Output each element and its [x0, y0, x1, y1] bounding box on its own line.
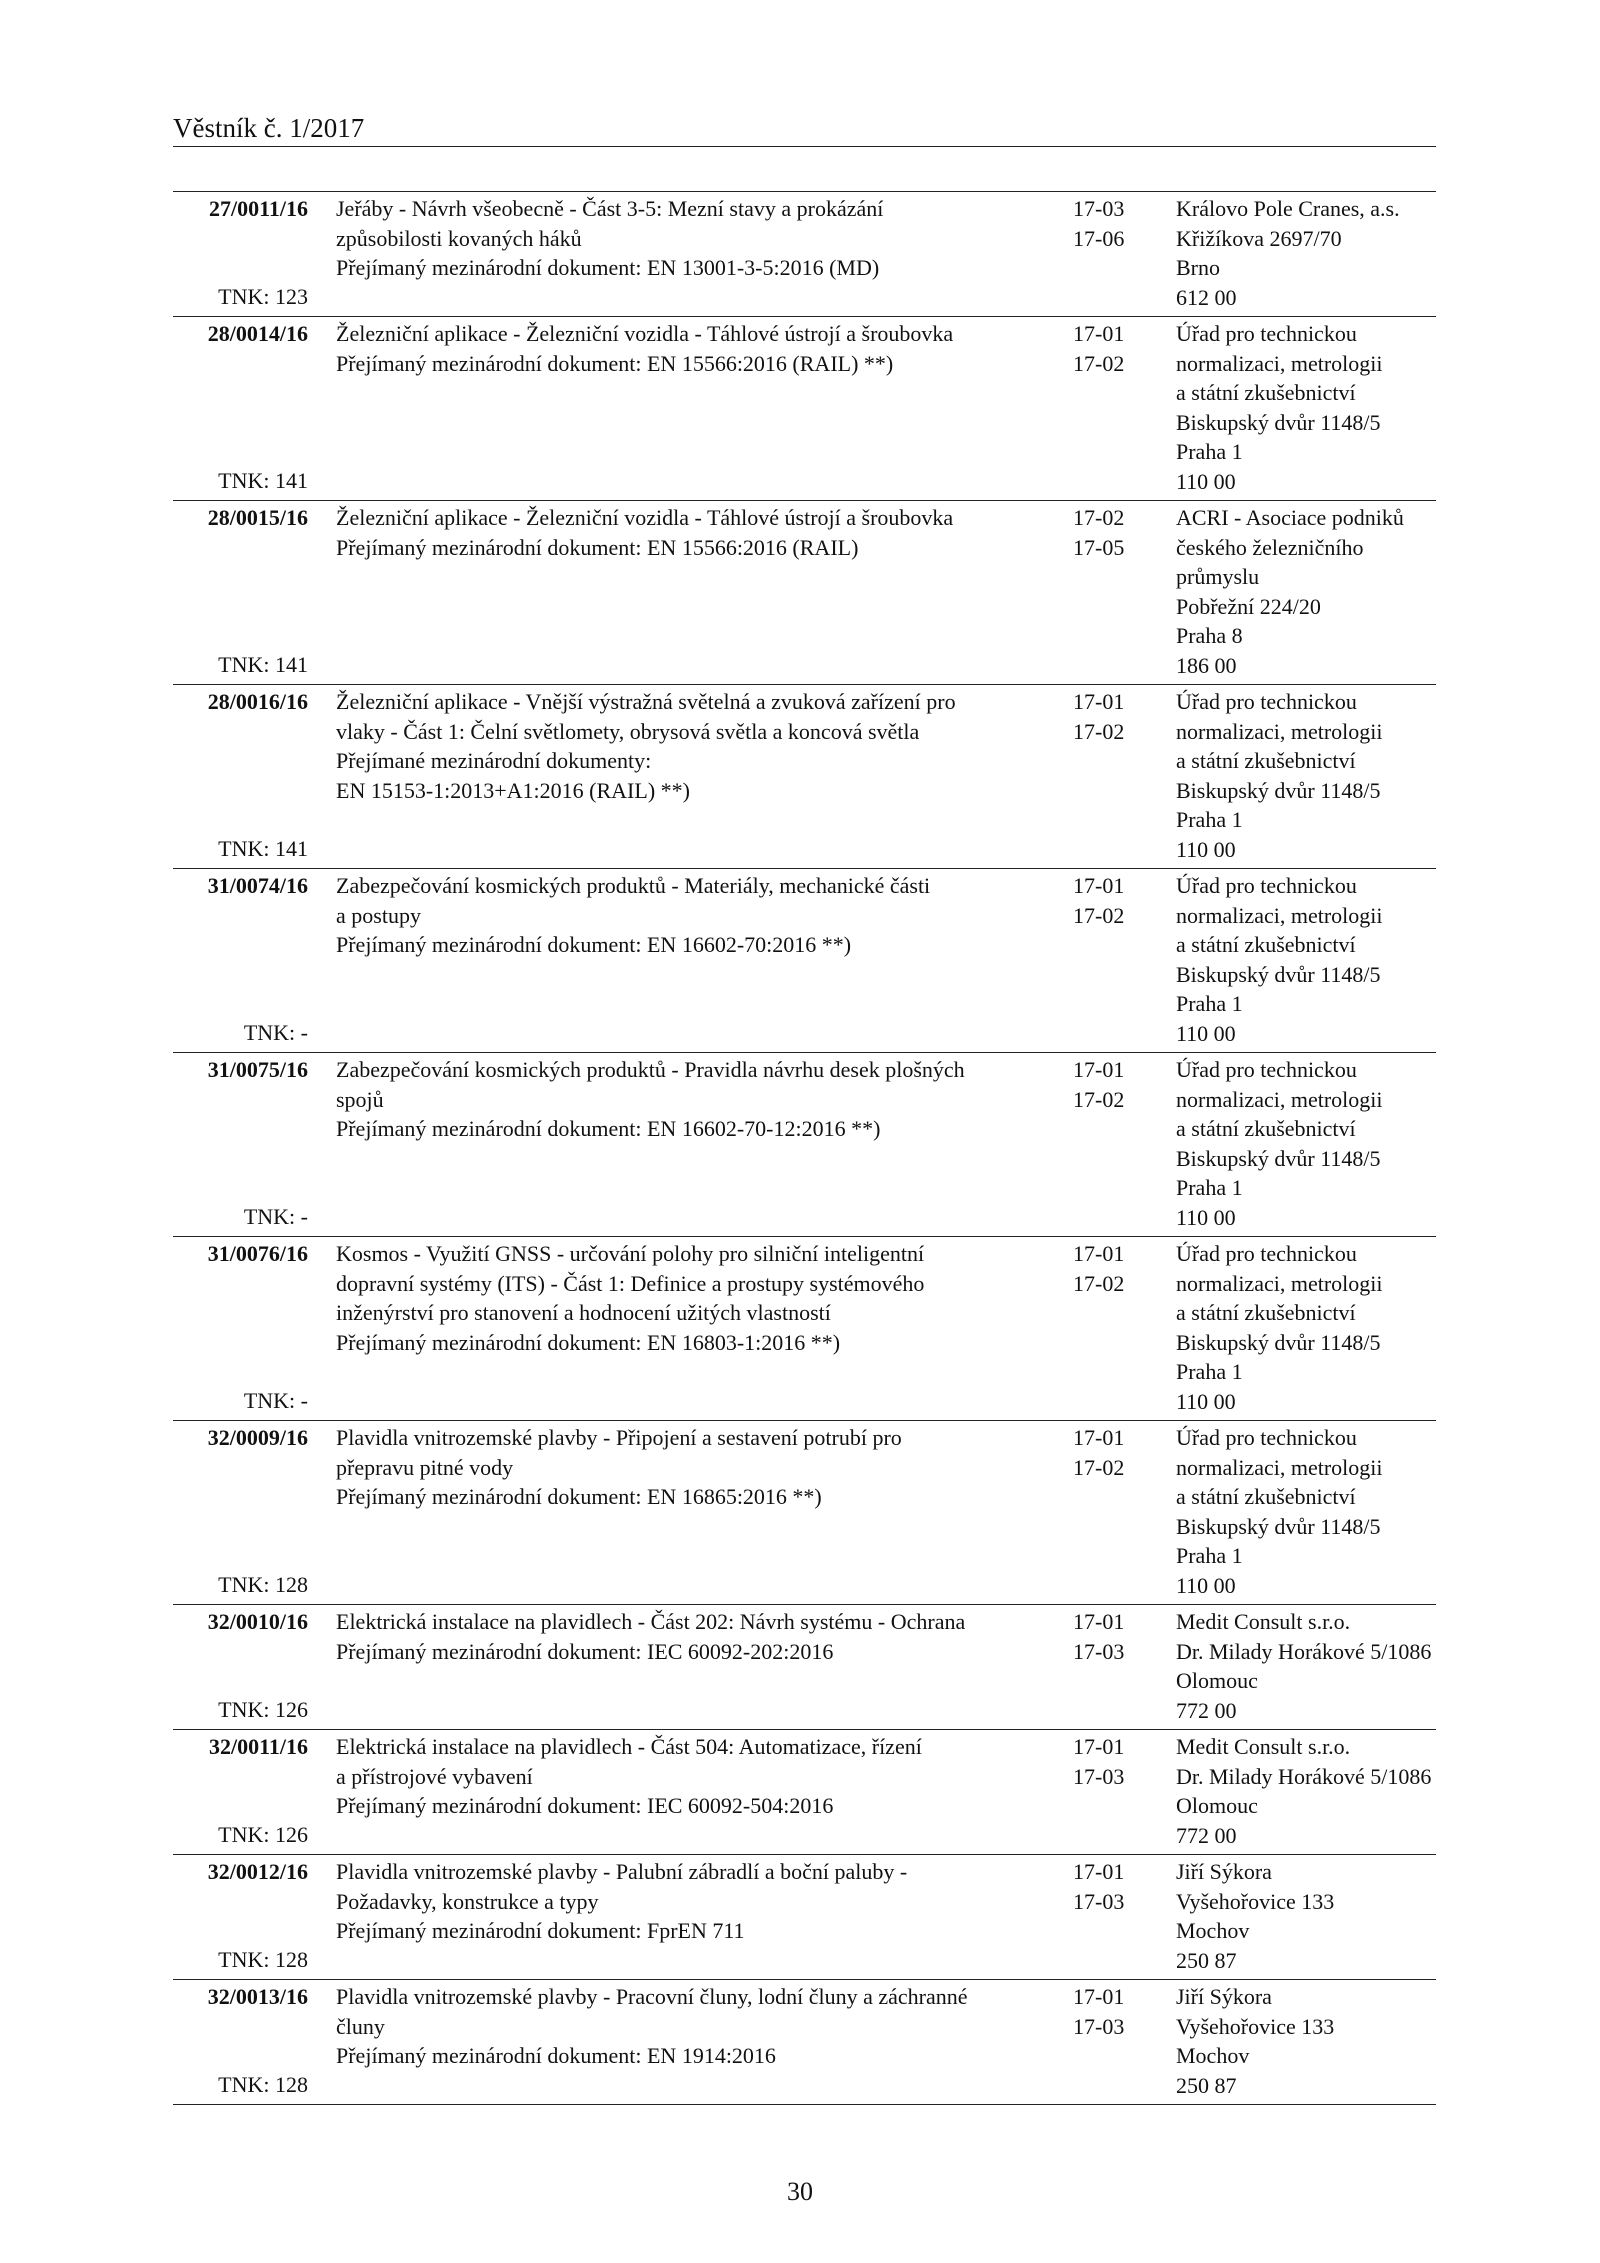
entry-address-line: Biskupský dvůr 1148/5 — [1176, 1329, 1381, 1355]
entry-address-line: Biskupský dvůr 1148/5 — [1176, 961, 1381, 987]
table-row — [173, 317, 1436, 501]
entry-address-line: Pobřežní 224/20 — [1176, 593, 1321, 619]
entry-title-line: Plavidla vnitrozemské plavby - Palubní zábradlí a boční paluby - — [336, 1859, 908, 1884]
entry-title-line: způsobilosti kovaných háků — [336, 225, 582, 251]
entry-title-line: Přejímaný mezinárodní dokument: IEC 60092-202:2016 — [336, 1638, 834, 1664]
entry-code: 17-01 — [1073, 689, 1125, 714]
entry-id-cell — [173, 1053, 308, 1237]
entry-address-line: Královo Pole Cranes, a.s. — [1176, 196, 1400, 221]
table-row — [173, 1855, 1436, 1980]
entry-number: 32/0012/16 — [207, 1859, 308, 1884]
entry-title-line: Kosmos - Využití GNSS - určování polohy pro silniční inteligentní — [336, 1241, 925, 1266]
entry-codes-cell — [1073, 192, 1176, 317]
entry-address-cell — [1176, 1237, 1436, 1421]
entry-address-line: Medit Consult s.r.o. — [1176, 1734, 1351, 1759]
entry-id-cell — [173, 1421, 308, 1605]
entry-address-line: 612 00 — [1176, 284, 1237, 310]
entry-address-line: 772 00 — [1176, 1697, 1237, 1723]
entry-address-line: a státní zkušebnictví — [1176, 380, 1356, 405]
entry-address-line: českého železničního — [1176, 534, 1364, 560]
table-row — [173, 1605, 1436, 1730]
entry-address-line: Dr. Milady Horákové 5/1086 — [1176, 1638, 1432, 1664]
entry-code: 17-02 — [1073, 350, 1125, 376]
entry-title-line: Přejímaný mezinárodní dokument: EN 16602-70:2016 **) — [336, 932, 852, 957]
entry-address-line: Praha 1 — [1176, 439, 1243, 464]
entry-code: 17-01 — [1073, 1425, 1125, 1450]
entry-address-line: 110 00 — [1176, 1572, 1236, 1598]
entry-code: 17-03 — [1073, 196, 1125, 221]
entry-address-line: a státní zkušebnictví — [1176, 1484, 1356, 1509]
entry-address-line: 110 00 — [1176, 1204, 1236, 1230]
entry-address-line: 110 00 — [1176, 1388, 1236, 1414]
entry-address-line: Jiří Sýkora — [1176, 1984, 1272, 2009]
entry-number: 32/0011/16 — [208, 1734, 308, 1759]
entry-title-line: Přejímaný mezinárodní dokument: EN 15566:2016 (RAIL) — [336, 534, 859, 560]
entry-address-line: Biskupský dvůr 1148/5 — [1176, 409, 1381, 435]
entry-title-line: Přejímané mezinárodní dokumenty: — [336, 748, 652, 773]
entry-title-cell — [308, 1605, 1073, 1730]
entry-title-cell — [308, 317, 1073, 501]
entry-id-cell — [173, 317, 308, 501]
entry-tnk: TNK: - — [243, 1387, 308, 1413]
entry-address-line: a státní zkušebnictví — [1176, 748, 1356, 773]
entry-code: 17-01 — [1073, 873, 1125, 898]
entry-id-cell — [173, 1855, 308, 1980]
entry-title-cell — [308, 1980, 1073, 2105]
entry-code: 17-01 — [1073, 321, 1125, 346]
entry-codes-cell — [1073, 685, 1176, 869]
entry-codes-cell — [1073, 1605, 1176, 1730]
entry-number: 31/0074/16 — [207, 873, 308, 898]
entry-title-cell — [308, 685, 1073, 869]
entry-codes-cell — [1073, 1237, 1176, 1421]
entry-title-line: Jeřáby - Návrh všeobecně - Část 3-5: Mezní stavy a prokázání — [336, 196, 884, 221]
entry-address-line: Úřad pro technickou — [1176, 1241, 1357, 1266]
entry-title-cell — [308, 1730, 1073, 1855]
entry-tnk: TNK: 141 — [218, 651, 308, 677]
entry-id-cell — [173, 192, 308, 317]
entry-id-cell — [173, 1730, 308, 1855]
entry-code: 17-03 — [1073, 2013, 1125, 2039]
entry-title-line: Plavidla vnitrozemské plavby - Připojení a sestavení potrubí pro — [336, 1425, 902, 1450]
entry-address-line: Olomouc — [1176, 1668, 1258, 1693]
entry-address-line: Praha 8 — [1176, 623, 1243, 648]
entry-code: 17-01 — [1073, 1734, 1125, 1759]
entry-number: 28/0016/16 — [207, 689, 308, 714]
entry-address-line: normalizaci, metrologii — [1176, 902, 1383, 928]
entry-address-cell — [1176, 501, 1436, 685]
entry-address-line: Olomouc — [1176, 1793, 1258, 1818]
entry-title-cell — [308, 1053, 1073, 1237]
entry-id-cell — [173, 1237, 308, 1421]
entry-number: 32/0009/16 — [207, 1425, 308, 1450]
entry-title-cell — [308, 1421, 1073, 1605]
entry-title-line: Přejímaný mezinárodní dokument: EN 16803-1:2016 **) — [336, 1329, 841, 1355]
entry-address-cell — [1176, 685, 1436, 869]
entry-code: 17-03 — [1073, 1763, 1125, 1789]
entry-title-line: Přejímaný mezinárodní dokument: EN 16602-70-12:2016 **) — [336, 1116, 881, 1141]
entry-code: 17-03 — [1073, 1888, 1125, 1914]
entry-codes-cell — [1073, 1855, 1176, 1980]
entry-title-cell — [308, 869, 1073, 1053]
entry-title-line: přepravu pitné vody — [336, 1454, 514, 1480]
entry-address-line: 250 87 — [1176, 1947, 1237, 1973]
entry-address-cell — [1176, 1053, 1436, 1237]
entry-id-cell — [173, 501, 308, 685]
entry-title-line: čluny — [336, 2013, 385, 2039]
entry-address-line: Medit Consult s.r.o. — [1176, 1609, 1351, 1634]
entry-code: 17-01 — [1073, 1241, 1125, 1266]
table-row — [173, 1980, 1436, 2105]
entry-number: 32/0010/16 — [207, 1609, 308, 1634]
table-row — [173, 1730, 1436, 1855]
entry-title-line: Zabezpečování kosmických produktů - Materiály, mechanické části — [336, 873, 931, 898]
entry-address-line: 250 87 — [1176, 2072, 1237, 2098]
table-row — [173, 1237, 1436, 1421]
entry-address-cell — [1176, 192, 1436, 317]
entry-address-line: 110 00 — [1176, 468, 1236, 494]
entry-codes-cell — [1073, 1980, 1176, 2105]
entry-address-cell — [1176, 1421, 1436, 1605]
entry-title-line: Přejímaný mezinárodní dokument: EN 1914:2016 — [336, 2043, 776, 2068]
entry-code: 17-03 — [1073, 1638, 1125, 1664]
entry-address-line: normalizaci, metrologii — [1176, 1454, 1383, 1480]
entry-address-line: 186 00 — [1176, 652, 1237, 678]
entry-title-cell — [308, 501, 1073, 685]
entry-tnk: TNK: 141 — [218, 835, 308, 861]
entry-address-line: Úřad pro technickou — [1176, 1425, 1357, 1450]
entry-code: 17-02 — [1073, 505, 1125, 530]
entry-codes-cell — [1073, 317, 1176, 501]
entry-title-line: Železniční aplikace - Železniční vozidla - Táhlové ústrojí a šroubovka — [336, 321, 954, 346]
header-rule — [173, 146, 1436, 147]
entry-number: 31/0076/16 — [207, 1241, 308, 1266]
entry-title-line: spojů — [336, 1086, 384, 1112]
entry-id-cell — [173, 1980, 308, 2105]
entry-code: 17-01 — [1073, 1859, 1125, 1884]
entry-tnk: TNK: 123 — [218, 283, 308, 309]
entry-address-line: Brno — [1176, 255, 1220, 280]
table-row — [173, 501, 1436, 685]
table-row — [173, 685, 1436, 869]
entry-address-line: Biskupský dvůr 1148/5 — [1176, 1513, 1381, 1539]
entry-address-cell — [1176, 869, 1436, 1053]
entry-address-line: Jiří Sýkora — [1176, 1859, 1272, 1884]
entry-code: 17-05 — [1073, 534, 1125, 560]
entry-address-line: Křižíkova 2697/70 — [1176, 225, 1342, 251]
entry-address-line: 772 00 — [1176, 1822, 1237, 1848]
entry-codes-cell — [1073, 869, 1176, 1053]
entry-address-line: 110 00 — [1176, 1020, 1236, 1046]
entry-title-cell — [308, 192, 1073, 317]
entry-title-line: Přejímaný mezinárodní dokument: IEC 60092-504:2016 — [336, 1793, 834, 1818]
entry-title-line: Požadavky, konstrukce a typy — [336, 1888, 599, 1914]
entry-address-line: Mochov — [1176, 2043, 1250, 2068]
entry-title-cell — [308, 1855, 1073, 1980]
entry-address-line: Úřad pro technickou — [1176, 321, 1357, 346]
entry-address-cell — [1176, 1855, 1436, 1980]
entry-address-line: Praha 1 — [1176, 1543, 1243, 1568]
entry-address-line: a státní zkušebnictví — [1176, 1116, 1356, 1141]
entry-code: 17-01 — [1073, 1057, 1125, 1082]
entry-code: 17-02 — [1073, 1270, 1125, 1296]
entry-title-cell — [308, 1237, 1073, 1421]
page-header-title: Věstník č. 1/2017 — [173, 113, 365, 143]
entry-id-cell — [173, 1605, 308, 1730]
entry-address-line: Praha 1 — [1176, 1175, 1243, 1200]
entry-title-line: Železniční aplikace - Vnější výstražná světelná a zvuková zařízení pro — [336, 689, 956, 714]
entry-tnk: TNK: 141 — [218, 467, 308, 493]
entry-codes-cell — [1073, 501, 1176, 685]
entry-tnk: TNK: - — [243, 1019, 308, 1045]
entry-address-line: Úřad pro technickou — [1176, 689, 1357, 714]
entry-code: 17-02 — [1073, 718, 1125, 744]
entry-address-line: a státní zkušebnictví — [1176, 1300, 1356, 1325]
entry-address-line: normalizaci, metrologii — [1176, 1270, 1383, 1296]
table-row — [173, 192, 1436, 317]
entry-title-line: Přejímaný mezinárodní dokument: EN 13001-3-5:2016 (MD) — [336, 255, 880, 280]
entry-tnk: TNK: 128 — [218, 1946, 308, 1972]
entry-address-line: 110 00 — [1176, 836, 1236, 862]
entry-address-line: normalizaci, metrologii — [1176, 1086, 1383, 1112]
standards-table — [173, 191, 1436, 2105]
entry-address-line: Úřad pro technickou — [1176, 873, 1357, 898]
entry-code: 17-01 — [1073, 1609, 1125, 1634]
entry-code: 17-02 — [1073, 902, 1125, 928]
entry-tnk: TNK: 126 — [218, 1696, 308, 1722]
entry-title-line: EN 15153-1:2013+A1:2016 (RAIL) **) — [336, 777, 690, 803]
entry-address-cell — [1176, 317, 1436, 501]
entry-tnk: TNK: 128 — [218, 2071, 308, 2097]
entry-address-line: ACRI - Asociace podniků — [1176, 505, 1404, 530]
entry-address-line: Úřad pro technickou — [1176, 1057, 1357, 1082]
entry-code: 17-01 — [1073, 1984, 1125, 2009]
table-row — [173, 1053, 1436, 1237]
entry-title-line: dopravní systémy (ITS) - Část 1: Definice a prostupy systémového — [336, 1270, 925, 1296]
entry-address-cell — [1176, 1730, 1436, 1855]
entry-tnk: TNK: 126 — [218, 1821, 308, 1847]
entry-id-cell — [173, 685, 308, 869]
entry-title-line: Přejímaný mezinárodní dokument: EN 15566:2016 (RAIL) **) — [336, 350, 894, 376]
entry-number: 28/0015/16 — [207, 505, 308, 530]
entry-title-line: Zabezpečování kosmických produktů - Pravidla návrhu desek plošných — [336, 1057, 965, 1082]
entry-address-line: normalizaci, metrologii — [1176, 718, 1383, 744]
entry-address-line: průmyslu — [1176, 564, 1260, 589]
entry-address-line: Biskupský dvůr 1148/5 — [1176, 777, 1381, 803]
entry-title-line: a přístrojové vybavení — [336, 1763, 533, 1789]
table-row — [173, 869, 1436, 1053]
entry-tnk: TNK: - — [243, 1203, 308, 1229]
entry-address-line: a státní zkušebnictví — [1176, 932, 1356, 957]
entry-number: 31/0075/16 — [207, 1057, 308, 1082]
entry-title-line: Elektrická instalace na plavidlech - Část 202: Návrh systému - Ochrana — [336, 1609, 966, 1634]
entry-title-line: Železniční aplikace - Železniční vozidla - Táhlové ústrojí a šroubovka — [336, 505, 954, 530]
entry-address-line: Vyšehořovice 133 — [1176, 2013, 1335, 2039]
table-row — [173, 1421, 1436, 1605]
entry-address-line: Mochov — [1176, 1918, 1250, 1943]
entry-codes-cell — [1073, 1053, 1176, 1237]
entry-title-line: inženýrství pro stanovení a hodnocení užitých vlastností — [336, 1300, 831, 1325]
entry-address-line: Vyšehořovice 133 — [1176, 1888, 1335, 1914]
entry-code: 17-06 — [1073, 225, 1125, 251]
entry-address-line: Praha 1 — [1176, 1359, 1243, 1384]
entry-title-line: a postupy — [336, 902, 421, 928]
entry-address-line: Dr. Milady Horákové 5/1086 — [1176, 1763, 1432, 1789]
entry-code: 17-02 — [1073, 1086, 1125, 1112]
entry-codes-cell — [1073, 1730, 1176, 1855]
entry-number: 32/0013/16 — [207, 1984, 308, 2009]
entry-number: 28/0014/16 — [207, 321, 308, 346]
entry-title-line: Elektrická instalace na plavidlech - Část 504: Automatizace, řízení — [336, 1734, 922, 1759]
entry-id-cell — [173, 869, 308, 1053]
entry-title-line: Přejímaný mezinárodní dokument: EN 16865:2016 **) — [336, 1484, 822, 1509]
entry-tnk: TNK: 128 — [218, 1571, 308, 1597]
entry-address-line: Praha 1 — [1176, 991, 1243, 1016]
entry-title-line: vlaky - Část 1: Čelní světlomety, obrysová světla a koncová světla — [336, 718, 920, 744]
entry-number: 27/0011/16 — [208, 196, 308, 221]
entry-code: 17-02 — [1073, 1454, 1125, 1480]
entry-address-cell — [1176, 1605, 1436, 1730]
entry-codes-cell — [1073, 1421, 1176, 1605]
entry-title-line: Přejímaný mezinárodní dokument: FprEN 711 — [336, 1918, 745, 1943]
page-number: 30 — [787, 2177, 813, 2206]
entry-address-line: Praha 1 — [1176, 807, 1243, 832]
entry-title-line: Plavidla vnitrozemské plavby - Pracovní čluny, lodní čluny a záchranné — [336, 1984, 968, 2009]
entry-address-line: Biskupský dvůr 1148/5 — [1176, 1145, 1381, 1171]
entry-address-cell — [1176, 1980, 1436, 2105]
entry-address-line: normalizaci, metrologii — [1176, 350, 1383, 376]
